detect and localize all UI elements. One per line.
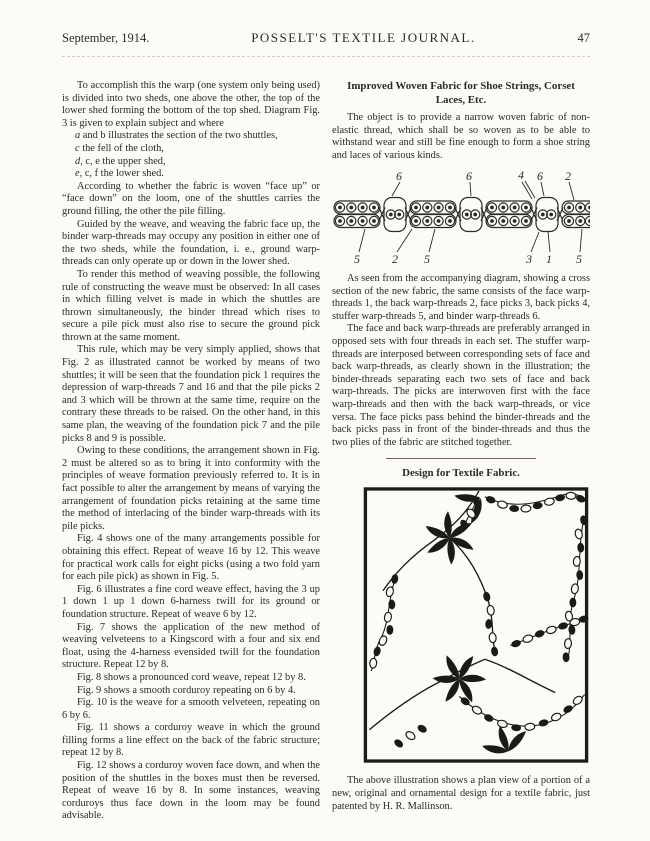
fabric-cross-section-diagram: [332, 166, 590, 271]
paragraph: Fig. 9 shows a smooth corduroy repeating on 6 by 4.: [77, 684, 296, 696]
diagram-label: 6: [396, 169, 402, 184]
diagram-label: 6: [537, 169, 543, 184]
shed-legend-list: [62, 130, 320, 180]
diagram-label: 6: [466, 169, 472, 184]
paragraph: Fig. 8 shows a pronounced cord weave, repeat 12 by 8.: [77, 671, 306, 683]
journal-title: POSSELT'S TEXTILE JOURNAL.: [251, 30, 476, 45]
diagram-label: 5: [576, 252, 582, 267]
diagram-label: 4: [518, 168, 524, 183]
section-divider: [386, 458, 536, 459]
shed-legend-item: a and b illustrates the section of the two shuttles,: [75, 130, 278, 142]
paragraph: Fig. 12 shows a corduroy woven face down, and when the position of the shuttles in the boxes must then be reversed. Repeat of weave 16 by 8. In some instances, weaving corduroys thus face down in the loom may be found advisable.: [62, 760, 320, 822]
two-column-layout: [62, 80, 590, 823]
diagram-label: 5: [424, 252, 430, 267]
diagram-label: 3: [526, 252, 532, 267]
paragraph: Owing to these conditions, the arrangement shown in Fig. 2 must be altered so as to bring it into conformity with the principles of weave formation previously referred to. It is in fact possible to alter the arrangement by means of varying the arrangement of foundation picks retaining at the same time the method of interlacing of the binder warp-threads with its pile picks.: [62, 445, 320, 532]
issue-date: September, 1914.: [62, 31, 150, 45]
diagram-label: 5: [354, 252, 360, 267]
paragraph: To accomplish this the warp (one system only being used) is divided into two sheds, one above the other, the top of the lower shed forming the bottom of the top shed. Diagram Fig. 3 is given to explain subject and where: [62, 80, 320, 129]
left-column: [62, 80, 320, 823]
paragraph: The object is to provide a narrow woven fabric of non-elastic thread, which shall be so woven as to be able to withstand wear and still be fine enough to form a shoe string and laces of various kinds.: [332, 112, 590, 161]
shed-legend-item: e, c, f the lower shed.: [75, 168, 164, 180]
paragraph: To render this method of weaving possible, the following rule of constructing the weave must be observed: In all cases in which filling velvet is made in which the shuttles are thrown simultaneously, the binder thread which rises to secure a pile pick must also rise to secure the ground pick thrown at the same moment.: [62, 268, 320, 343]
diagram-label: 1: [546, 252, 552, 267]
paragraph: This rule, which may be very simply applied, shows that Fig. 2 as illustrated cannot be worked by means of two shuttles; it will be seen that the foundation pick 1 requires the depression of warp-threads 7 and 16 and that the pile picks 2 and 3 which will be thrown at the same time, require on the contrary these threads to be raised. On the other hand, in this same plan, the weaving of the foundation pick 7 and the pile picks 8 and 9 is possible.: [62, 344, 320, 444]
illustration-caption: The above illustration shows a plan view of a portion of a new, original and ornamental design for a textile fabric, just patented by H. R. Mallinson.: [332, 775, 590, 812]
textile-design-illustration: [362, 487, 590, 768]
article-title: Improved Woven Fabric for Shoe Strings, Corset Laces, Etc.: [347, 80, 575, 106]
shed-legend-item: d, c, e the upper shed,: [75, 155, 166, 167]
paragraph: Fig. 4 shows one of the many arrangements possible for obtaining this effect. Repeat of weave 16 by 12. This weave for practical work calls for eight picks (using a two fold yarn for each pile pick) as shown in Fig. 5.: [62, 533, 320, 583]
right-column: [332, 80, 590, 823]
paragraph: Fig. 11 shows a corduroy weave in which the ground filling forms a line effect on the back of the fabric structure; repeat 12 by 8.: [62, 722, 320, 759]
diagram-label: 2: [392, 252, 398, 267]
article-title: Design for Textile Fabric.: [402, 467, 520, 480]
diagram-label: 2: [565, 169, 571, 184]
paragraph: As seen from the accompanying diagram, showing a cross section of the new fabric, the same consists of the face warp-threads 1, the back warp-threads 2, face picks 3, back picks 4, stuffer warp-threads 5, and binder warp-threads 6.: [332, 272, 590, 322]
page-number: 47: [577, 31, 590, 45]
illustration-svg: [362, 487, 590, 763]
paragraph: Fig. 10 is the weave for a smooth velveteen, repeating on 6 by 6.: [62, 697, 320, 721]
paragraph: Fig. 7 shows the application of the new method of weaving velveteens to a Kingscord with a four and six end float, using the 4-harness evensided twill for the foundation structure. Repeat 12 by 8.: [62, 621, 320, 671]
paragraph: Fig. 6 illustrates a fine cord weave effect, having the 3 up 1 down 1 up 1 down 6-harness twill for its ground or foundation structure. Repeat of weave 6 by 12.: [62, 583, 320, 620]
page-header: [62, 30, 590, 57]
paragraph: According to whether the fabric is woven “face up” or “face down” on the loom, one of the shuttles carries the ground filling, the other the pile filling.: [62, 180, 320, 217]
shed-legend-item: c the fell of the cloth,: [75, 142, 164, 154]
paragraph: Guided by the weave, and weaving the fabric face up, the binder warp-threads may occupy any position in either one of the two sheds, while the foundation, i. e., ground warp-threads can only operate up or down in the lower shed.: [62, 218, 320, 268]
paragraph: The face and back warp-threads are preferably arranged in opposed sets with four threads in each set. The stuffer warp-threads are interposed between corresponding sets of face and back warp-threads, as clearly shown in the illustration; the binder-threads separating each two sets of face and back warp-threads. The picks are interwoven first with the face warp-threads and then with the back warp-threads, or vice versa. The face picks pass behind the binder-threads and the back picks pass in front of the binder-threads and thus the two plies of the fabric are stitched together.: [332, 323, 590, 448]
diagram-svg: [332, 166, 590, 266]
